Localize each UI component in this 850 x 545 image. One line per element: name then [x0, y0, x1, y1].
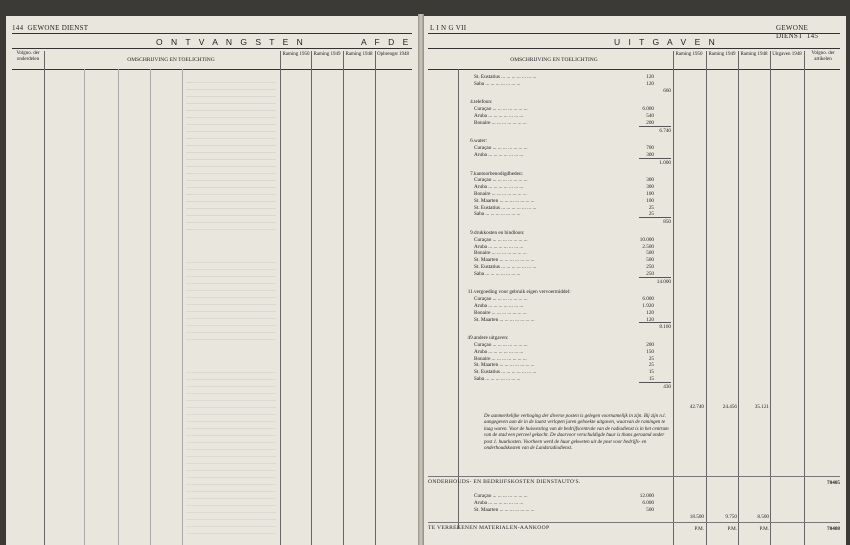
group-heading: vergoeding voor gebruik eigen vervoermiddel: — [474, 289, 571, 296]
line-item-label: Saba ... ... ... ... ... ... ... — [474, 211, 521, 218]
line-item-label: Bonaire ... ... ... ... ... ... ... — [474, 355, 527, 362]
right-col-uitgaven1948: Uitgaven 1948 — [772, 52, 802, 57]
left-show-through-1 — [186, 76, 276, 236]
line-item-value: 6.000 — [642, 296, 654, 303]
onderhoud-raming-1950: 18.500 — [689, 514, 704, 520]
line-item-value: 150 — [646, 348, 654, 355]
right-col-raming1948: Raming 1948 — [740, 52, 768, 57]
group-number: 6. — [470, 138, 474, 145]
group-total: 8.160 — [639, 322, 671, 330]
left-show-through-2 — [186, 256, 276, 346]
line-item-value: 250 — [646, 264, 654, 270]
line-item-value: 25 — [648, 204, 654, 211]
line-item-label: Aruba ... ... ... ... ... ... ... — [474, 184, 524, 191]
line-item-label: Saba ... ... ... ... ... ... ... — [474, 270, 521, 277]
onderhoud-title: ONDERHOUDS- EN BEDRIJFSKOSTEN DIENSTAUTO'S. — [428, 479, 581, 485]
line-item-value: 120 — [646, 74, 654, 80]
line-item-value: 300 — [646, 177, 654, 184]
group-heading: water: — [474, 138, 487, 145]
line-item-value: 540 — [646, 113, 654, 119]
left-vline-2 — [84, 69, 85, 545]
group-total: 14.000 — [639, 277, 671, 285]
right-running-head: GEWONE DIENST 145 — [776, 24, 819, 40]
line-item-value: 15 — [648, 376, 654, 382]
materialen-article: 70408 — [827, 526, 840, 532]
line-item-label: Curaçao ... ... ... ... ... ... ... — [474, 145, 528, 152]
right-section-title: U I T G A V E N — [614, 37, 718, 47]
onderhoud-raming-1949: 9.750 — [725, 514, 737, 520]
onderhoud-item-label: Aruba ... ... ... ... ... ... ... — [474, 499, 524, 506]
onderhoud-article: 70405 — [827, 480, 840, 486]
group-number: 9. — [470, 230, 474, 236]
group-number: 11. — [467, 289, 474, 296]
line-item-value: 700 — [646, 145, 654, 152]
line-item-value: 25 — [648, 211, 654, 218]
left-header-rule — [12, 48, 412, 49]
right-vline-4 — [738, 51, 739, 545]
line-item-value: 25 — [648, 355, 654, 362]
right-top-rule — [428, 33, 840, 34]
line-item-label: St. Maarten ... ... ... ... ... ... ... — [474, 362, 535, 369]
summary-raming-1948: 35.121 — [754, 404, 769, 410]
onderhoud-item-value: 6.000 — [642, 499, 654, 506]
line-item-label: Bonaire ... ... ... ... ... ... ... — [474, 191, 527, 197]
group-number: 4. — [470, 99, 474, 106]
group-heading: drukkosten en bindloon: — [474, 230, 525, 236]
group-total: 430 — [639, 382, 671, 390]
left-vline-6 — [280, 51, 281, 545]
line-item-label: Aruba ... ... ... ... ... ... ... — [474, 303, 524, 309]
line-item-value: 300 — [646, 152, 654, 158]
line-item-value: 2.500 — [642, 243, 654, 250]
right-vline-5 — [770, 51, 771, 545]
line-item-value: 300 — [646, 184, 654, 191]
line-item-value: 250 — [646, 270, 654, 277]
left-vline-3 — [118, 69, 119, 545]
right-page — [424, 16, 846, 545]
line-item-label: Aruba ... ... ... ... ... ... ... — [474, 243, 524, 250]
line-item-value: 100 — [646, 191, 654, 197]
line-item-value: 120 — [646, 309, 654, 316]
line-item-label: Bonaire ... ... ... ... ... ... ... — [474, 250, 527, 257]
line-item-label: Curaçao ... ... ... ... ... ... ... — [474, 236, 528, 243]
line-item-label: Bonaire ... ... ... ... ... ... ... — [474, 119, 527, 126]
materialen-raming-1950: P.M. — [694, 526, 704, 532]
summary-raming-1949: 24.456 — [722, 404, 737, 410]
line-item-label: St. Maarten ... ... ... ... ... ... ... — [474, 316, 535, 323]
onderhoud-raming-1948: 8.500 — [757, 514, 769, 520]
line-item-label: Curaçao ... ... ... ... ... ... ... — [474, 177, 528, 184]
materialen-raming-1948: P.M. — [759, 526, 769, 532]
onderhoud-item-label: Curaçao ... ... ... ... ... ... ... — [474, 493, 528, 499]
group-total: 6.740 — [639, 126, 671, 134]
onderhoud-rule — [428, 476, 840, 477]
line-item-label: St. Eustatius ... ... ... ... ... ... ... — [474, 369, 537, 376]
line-item-label: Curaçao ... ... ... ... ... ... ... — [474, 296, 528, 303]
line-item-label: Curaçao ... ... ... ... ... ... ... — [474, 342, 528, 348]
materialen-rule — [428, 522, 840, 523]
line-item-value: 100 — [646, 197, 654, 204]
left-show-through-3 — [186, 366, 276, 536]
line-item-value: 500 — [646, 250, 654, 257]
left-page — [6, 16, 418, 545]
left-section-title: O N T V A N G S T E N — [156, 37, 306, 47]
onderhoud-item-value: 500 — [646, 506, 654, 513]
right-vline-3 — [706, 51, 707, 545]
right-page-number: 145 — [806, 32, 819, 40]
group-number: 7. — [470, 170, 474, 177]
group-heading: andere uitgaven: — [474, 335, 509, 342]
line-item-label: Bonaire ... ... ... ... ... ... ... — [474, 309, 527, 316]
right-vline-1 — [458, 69, 459, 529]
right-colhdr-rule — [428, 69, 840, 70]
line-item-label: Saba ... ... ... ... ... ... ... — [474, 80, 521, 87]
left-page-number: 144 GEWONE DIENST — [12, 24, 89, 32]
right-vline-2 — [673, 51, 674, 545]
left-col-raming1948: Raming 1948 — [345, 52, 373, 57]
line-item-value: 200 — [646, 119, 654, 126]
left-col-opbrengst1948: Opbrengst 1948 — [376, 52, 410, 57]
right-section-left: L I N G VII — [430, 24, 467, 32]
materialen-title: TE VERREKENEN MATERIALEN-AANKOOP — [428, 525, 550, 531]
line-item-label: Saba ... ... ... ... ... ... ... — [474, 376, 521, 382]
group-total: 660 — [663, 87, 671, 94]
left-col-omschrijving: OMSCHRIJVING EN TOELICHTING — [127, 57, 215, 63]
left-top-rule — [12, 33, 412, 34]
line-item-label: St. Maarten ... ... ... ... ... ... ... — [474, 257, 535, 264]
line-item-label: Aruba ... ... ... ... ... ... ... — [474, 152, 524, 158]
left-col-raming1950: Raming 1950 — [282, 52, 310, 57]
line-item-value: 10.000 — [639, 236, 654, 243]
materialen-raming-1949: P.M. — [727, 526, 737, 532]
line-item-value: 1.920 — [642, 303, 654, 309]
line-item-label: St. Eustatius ... ... ... ... ... ... ... — [474, 74, 537, 80]
line-item-label: Curaçao ... ... ... ... ... ... ... — [474, 106, 528, 113]
right-col-omschrijving: OMSCHRIJVING EN TOELICHTING — [510, 57, 598, 63]
line-item-value: 25 — [648, 362, 654, 369]
onderhoud-item-label: St. Maarten ... ... ... ... ... ... ... — [474, 506, 535, 513]
left-vline-5 — [182, 69, 183, 545]
left-colhdr-rule — [12, 69, 412, 70]
line-item-value: 6.000 — [642, 106, 654, 113]
left-col-raming1949: Raming 1949 — [313, 52, 341, 57]
left-vline-4 — [150, 69, 151, 545]
left-vline-1 — [44, 51, 45, 545]
explanatory-note: De aanmerkelijke verhoging der diverse posten is gelegen voornamelijk in zijn. Bij zijn n.l. aangegeven aan de in de laatst verlopen jaren geboekte uitgaven, waarvan de ramingen te laag waren. Voor de huisvesting van de bedrijfscentrale van de radiodienst is in het centrum van de stad een perceel gekocht. De daarvoor verschuldigde huur is thans geraamd onder post 1. huurkosten. Voorheen werd de huur gekweten uit de post voor bedrijfs- en onderhoudskosten van de Landsradiodienst. — [484, 414, 669, 452]
left-section-right: A F D E — [361, 37, 412, 47]
group-total: 850 — [639, 217, 671, 225]
left-col-volgnr: Volgno. der onderdelen — [16, 51, 40, 62]
left-vline-7 — [311, 51, 312, 545]
group-total: 1.000 — [639, 158, 671, 166]
group-heading: telefoon: — [474, 99, 493, 106]
left-running-head: GEWONE DIENST — [27, 24, 89, 32]
summary-raming-1950: 42.740 — [689, 404, 704, 410]
left-vline-8 — [343, 51, 344, 545]
left-vline-9 — [375, 51, 376, 545]
line-item-value: 500 — [646, 257, 654, 264]
line-item-label: Aruba ... ... ... ... ... ... ... — [474, 113, 524, 119]
right-col-raming1949: Raming 1949 — [708, 52, 736, 57]
line-item-value: 15 — [648, 369, 654, 376]
onderhoud-item-value: 12.000 — [639, 493, 654, 499]
group-number: 49. — [467, 335, 474, 342]
line-item-value: 200 — [646, 342, 654, 348]
line-item-value: 120 — [646, 80, 654, 87]
line-item-label: St. Maarten ... ... ... ... ... ... ... — [474, 197, 535, 204]
line-item-value: 120 — [646, 316, 654, 323]
line-item-label: St. Eustatius ... ... ... ... ... ... ... — [474, 264, 537, 270]
right-col-raming1950: Raming 1950 — [675, 52, 703, 57]
right-header-rule — [428, 48, 840, 49]
line-item-label: St. Eustatius ... ... ... ... ... ... ... — [474, 204, 537, 211]
line-item-label: Aruba ... ... ... ... ... ... ... — [474, 348, 524, 355]
right-col-volgnr: Volgno. der artikelen — [811, 51, 835, 62]
right-vline-6 — [804, 51, 805, 545]
group-heading: kantoorbenodigdheden: — [474, 170, 523, 177]
